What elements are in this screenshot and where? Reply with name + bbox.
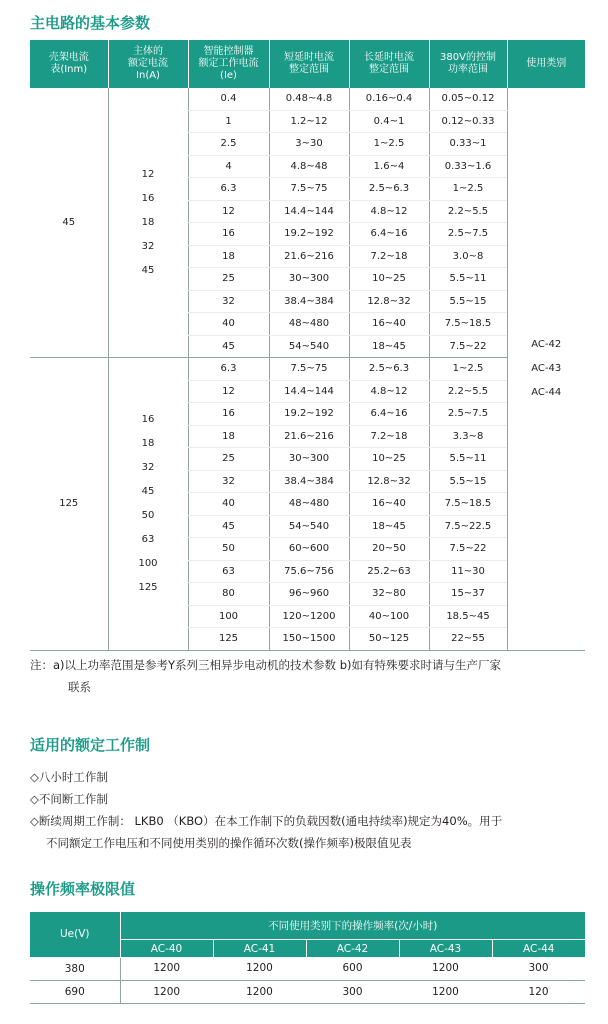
data-cell: 3.0~8	[429, 245, 507, 268]
data-cell: 6.4~16	[349, 403, 429, 426]
data-cell: 1~2.5	[349, 133, 429, 156]
rated-current-value: 16	[141, 413, 155, 425]
data-cell: 12.8~32	[349, 470, 429, 493]
rated-current-cell	[108, 358, 188, 651]
data-cell: 7.2~18	[349, 425, 429, 448]
main-params-table	[30, 40, 585, 651]
freq-row	[30, 980, 585, 1003]
usage-category-cell	[507, 88, 585, 650]
data-cell: 54~540	[269, 515, 349, 538]
freq-category-header: AC-41	[213, 940, 306, 958]
data-cell: 2.5~6.3	[349, 358, 429, 381]
rated-current-value: 125	[138, 581, 158, 593]
data-cell: 25	[188, 268, 269, 291]
data-cell: 100	[188, 605, 269, 628]
table-note	[30, 654, 590, 698]
data-cell: 2.2~5.5	[429, 200, 507, 223]
data-cell: 45	[188, 335, 269, 358]
data-cell: 12	[188, 200, 269, 223]
main-table-header-row	[30, 40, 585, 88]
rated-current-value: 32	[141, 461, 155, 473]
data-cell: 14.4~144	[269, 200, 349, 223]
data-cell: 50	[188, 538, 269, 561]
data-cell: 120~1200	[269, 605, 349, 628]
duty-item: ◇八小时工作制	[30, 770, 108, 784]
freq-value-cell: 1200	[213, 957, 306, 980]
table-row	[30, 358, 585, 381]
data-cell: 10~25	[349, 268, 429, 291]
usage-category-value: AC-44	[531, 386, 562, 398]
data-cell: 15~37	[429, 583, 507, 606]
data-cell: 20~50	[349, 538, 429, 561]
duty-item: ◇断续周期工作制： LKB0 （KBO）在本工作制下的负载因数(通电持续率)规定为40%。用于	[30, 814, 503, 828]
data-cell: 50~125	[349, 628, 429, 651]
data-cell: 22~55	[429, 628, 507, 651]
freq-category-header: AC-43	[399, 940, 492, 958]
data-cell: 150~1500	[269, 628, 349, 651]
data-cell: 125	[188, 628, 269, 651]
freq-header-row	[30, 912, 585, 940]
data-cell: 80	[188, 583, 269, 606]
main-header-cell: 智能控制器 额定工作电流 (Ie)	[188, 40, 269, 88]
data-cell: 38.4~384	[269, 470, 349, 493]
data-cell: 18~45	[349, 515, 429, 538]
rated-current-value: 63	[141, 533, 155, 545]
data-cell: 7.2~18	[349, 245, 429, 268]
data-cell: 1~2.5	[429, 178, 507, 201]
data-cell: 2.5~7.5	[429, 223, 507, 246]
main-header-cell: 380V的控制 功率范围	[429, 40, 507, 88]
rated-current-value: 16	[141, 192, 155, 204]
data-cell: 2.5~6.3	[349, 178, 429, 201]
data-cell: 16	[188, 403, 269, 426]
data-cell: 32~80	[349, 583, 429, 606]
data-cell: 4.8~48	[269, 155, 349, 178]
duty-list	[30, 766, 595, 854]
data-cell: 45	[188, 515, 269, 538]
freq-row	[30, 957, 585, 980]
data-cell: 5.5~11	[429, 268, 507, 291]
frame-current-cell: 45	[30, 88, 108, 358]
data-cell: 38.4~384	[269, 290, 349, 313]
data-cell: 0.16~0.4	[349, 88, 429, 110]
data-cell: 7.5~18.5	[429, 493, 507, 516]
data-cell: 10~25	[349, 448, 429, 471]
freq-category-header: AC-42	[306, 940, 399, 958]
rated-current-value: 32	[141, 240, 155, 252]
rated-current-value: 50	[141, 509, 155, 521]
freq-value-cell: 1200	[120, 980, 213, 1003]
data-cell: 6.4~16	[349, 223, 429, 246]
data-cell: 18	[188, 425, 269, 448]
data-cell: 18.5~45	[429, 605, 507, 628]
data-cell: 7.5~75	[269, 358, 349, 381]
data-cell: 30~300	[269, 268, 349, 291]
usage-category-value: AC-42	[531, 338, 562, 350]
data-cell: 40~100	[349, 605, 429, 628]
data-cell: 14.4~144	[269, 380, 349, 403]
data-cell: 16~40	[349, 313, 429, 336]
freq-value-cell: 300	[492, 957, 585, 980]
data-cell: 0.4~1	[349, 110, 429, 133]
data-cell: 12	[188, 380, 269, 403]
freq-value-cell: 600	[306, 957, 399, 980]
data-cell: 4.8~12	[349, 380, 429, 403]
data-cell: 4	[188, 155, 269, 178]
data-cell: 40	[188, 493, 269, 516]
data-cell: 7.5~22	[429, 538, 507, 561]
data-cell: 12.8~32	[349, 290, 429, 313]
freq-value-cell: 1200	[213, 980, 306, 1003]
data-cell: 25	[188, 448, 269, 471]
freq-table-body	[30, 957, 585, 1003]
data-cell: 6.3	[188, 178, 269, 201]
rated-current-value: 100	[138, 557, 158, 569]
section-title-duty: 适用的额定工作制	[30, 736, 151, 754]
data-cell: 1.6~4	[349, 155, 429, 178]
table-row	[30, 88, 585, 110]
data-cell: 18~45	[349, 335, 429, 358]
rated-current-value: 18	[141, 216, 155, 228]
section-title-frequency: 操作频率极限值	[30, 880, 136, 898]
data-cell: 32	[188, 290, 269, 313]
freq-value-cell: 1200	[399, 957, 492, 980]
data-cell: 4.8~12	[349, 200, 429, 223]
data-cell: 0.48~4.8	[269, 88, 349, 110]
freq-value-cell: 300	[306, 980, 399, 1003]
freq-header-ue: Ue(V)	[30, 912, 120, 957]
data-cell: 0.05~0.12	[429, 88, 507, 110]
duty-item-continuation: 不同额定工作电压和不同使用类别的操作循环次数(操作频率)极限值见表	[46, 836, 412, 850]
freq-header-group: 不同使用类别下的操作频率(次/小时)	[120, 912, 585, 940]
data-cell: 11~30	[429, 560, 507, 583]
data-cell: 21.6~216	[269, 425, 349, 448]
data-cell: 2.5~7.5	[429, 403, 507, 426]
note-line-2: 联系	[68, 680, 91, 694]
freq-value-cell: 120	[492, 980, 585, 1003]
freq-ue-cell: 380	[30, 957, 120, 980]
data-cell: 1	[188, 110, 269, 133]
data-cell: 5.5~11	[429, 448, 507, 471]
data-cell: 18	[188, 245, 269, 268]
data-cell: 75.6~756	[269, 560, 349, 583]
data-cell: 0.33~1	[429, 133, 507, 156]
data-cell: 19.2~192	[269, 403, 349, 426]
data-cell: 16	[188, 223, 269, 246]
rated-current-value: 12	[141, 168, 155, 180]
data-cell: 7.5~18.5	[429, 313, 507, 336]
rated-current-value: 45	[141, 485, 155, 497]
rated-current-cell	[108, 88, 188, 358]
data-cell: 16~40	[349, 493, 429, 516]
data-cell: 96~960	[269, 583, 349, 606]
data-cell: 2.2~5.5	[429, 380, 507, 403]
data-cell: 1~2.5	[429, 358, 507, 381]
note-line-1: 注：a)以上功率范围是参考Y系列三相异步电动机的技术参数 b)如有特殊要求时请与生产厂家	[30, 658, 501, 672]
data-cell: 3.3~8	[429, 425, 507, 448]
data-cell: 60~600	[269, 538, 349, 561]
data-cell: 1.2~12	[269, 110, 349, 133]
freq-value-cell: 1200	[120, 957, 213, 980]
section-title-main-params: 主电路的基本参数	[30, 14, 151, 32]
data-cell: 0.4	[188, 88, 269, 110]
data-cell: 7.5~75	[269, 178, 349, 201]
main-header-cell: 使用类别	[507, 40, 585, 88]
main-header-cell: 短延时电流 整定范围	[269, 40, 349, 88]
rated-current-value: 45	[141, 264, 155, 276]
freq-value-cell: 1200	[399, 980, 492, 1003]
data-cell: 2.5	[188, 133, 269, 156]
data-cell: 48~480	[269, 493, 349, 516]
freq-ue-cell: 690	[30, 980, 120, 1003]
freq-category-header: AC-44	[492, 940, 585, 958]
data-cell: 0.12~0.33	[429, 110, 507, 133]
main-header-cell: 长延时电流 整定范围	[349, 40, 429, 88]
data-cell: 40	[188, 313, 269, 336]
data-cell: 63	[188, 560, 269, 583]
data-cell: 48~480	[269, 313, 349, 336]
data-cell: 5.5~15	[429, 290, 507, 313]
data-cell: 7.5~22.5	[429, 515, 507, 538]
main-table-body	[30, 88, 585, 650]
data-cell: 30~300	[269, 448, 349, 471]
main-header-cell: 壳架电流 表(Inm)	[30, 40, 108, 88]
data-cell: 6.3	[188, 358, 269, 381]
duty-item: ◇不间断工作制	[30, 792, 108, 806]
data-cell: 19.2~192	[269, 223, 349, 246]
freq-category-header: AC-40	[120, 940, 213, 958]
data-cell: 5.5~15	[429, 470, 507, 493]
data-cell: 32	[188, 470, 269, 493]
usage-category-value: AC-43	[531, 362, 562, 374]
rated-current-value: 18	[141, 437, 155, 449]
data-cell: 21.6~216	[269, 245, 349, 268]
main-header-cell: 主体的 额定电流 In(A)	[108, 40, 188, 88]
data-cell: 25.2~63	[349, 560, 429, 583]
data-cell: 7.5~22	[429, 335, 507, 358]
data-cell: 0.33~1.6	[429, 155, 507, 178]
data-cell: 3~30	[269, 133, 349, 156]
data-cell: 54~540	[269, 335, 349, 358]
frame-current-cell: 125	[30, 358, 108, 651]
frequency-table	[30, 912, 585, 1004]
